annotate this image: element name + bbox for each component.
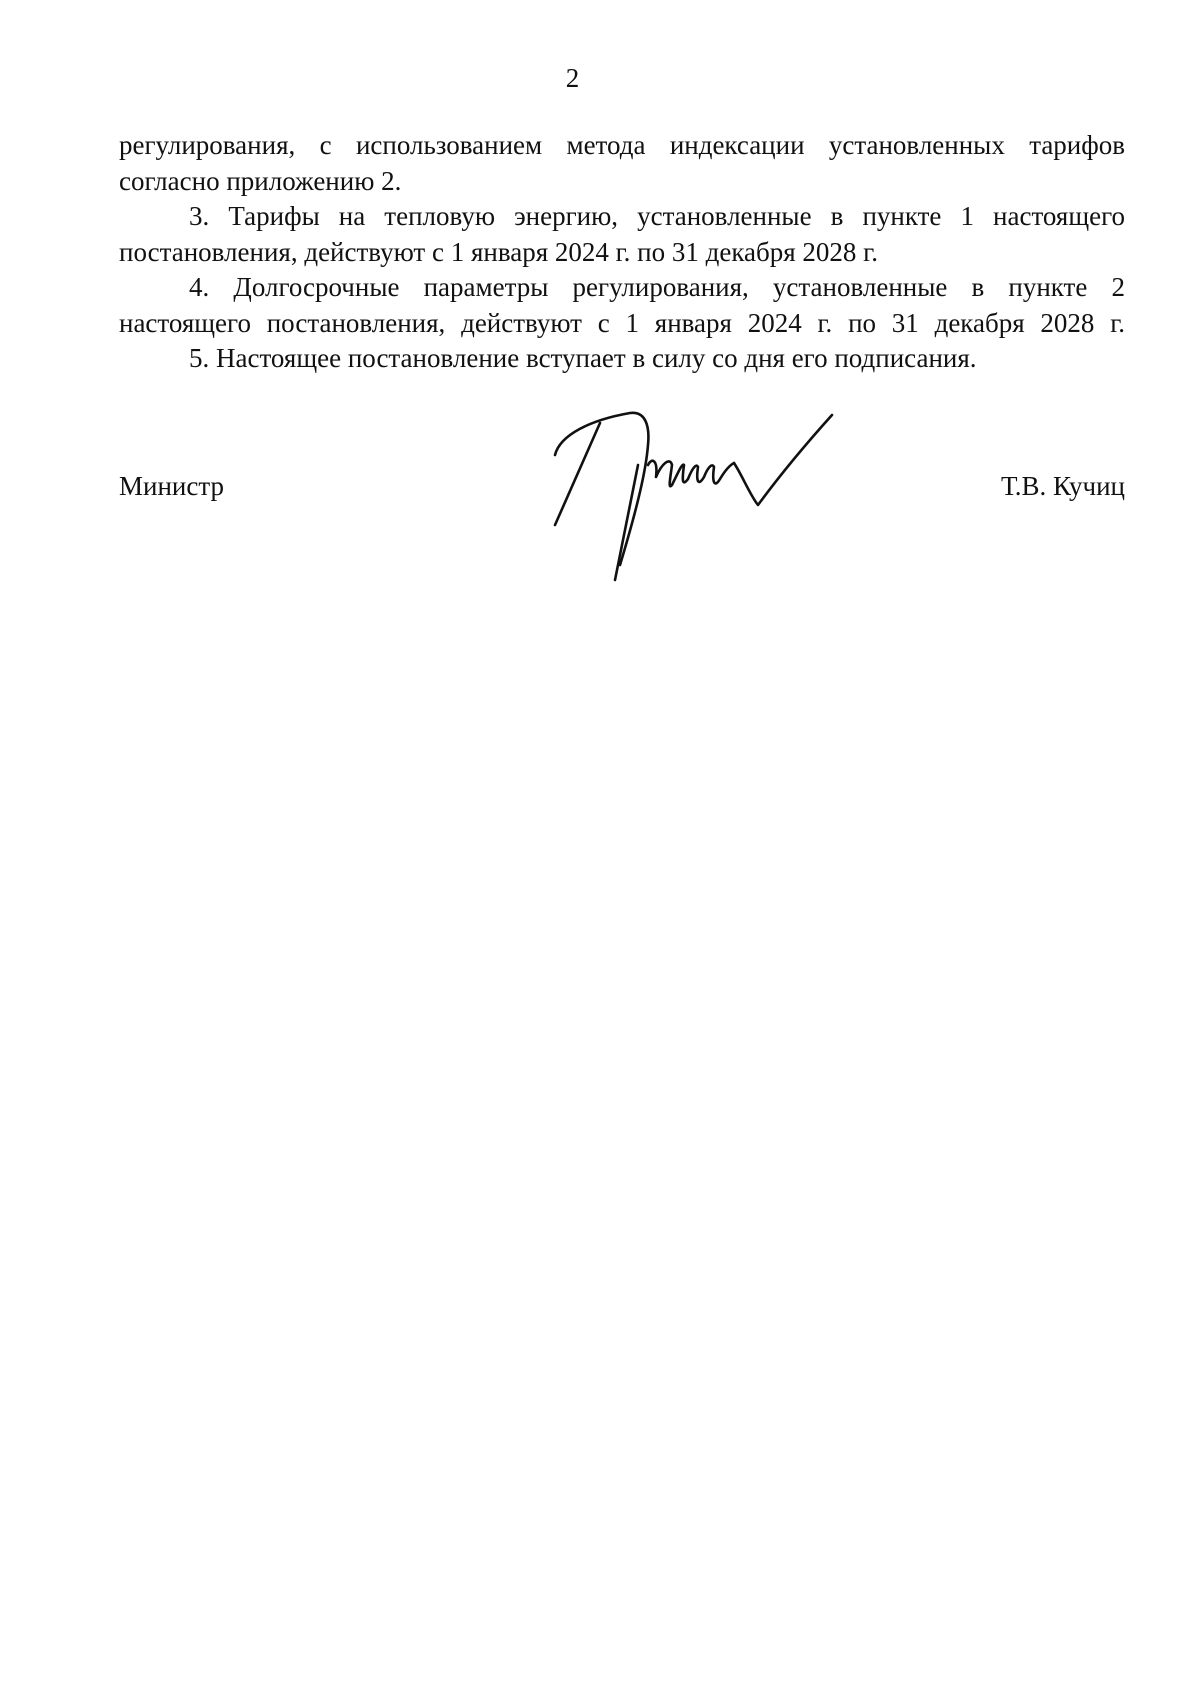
document-body <box>119 128 1125 377</box>
text-line: 4. Долгосрочные параметры регулирования, установленные в пункте 2 <box>189 272 1125 302</box>
signatory-name: Т.В. Кучиц <box>1000 471 1125 501</box>
text-line: 5. Настоящее постановление вступает в силу со дня его подписания. <box>189 343 977 373</box>
text-line: 3. Тарифы на тепловую энергию, установленные в пункте 1 настоящего <box>189 201 1125 231</box>
text-line: согласно приложению 2. <box>119 165 402 196</box>
signature-block <box>0 405 1200 585</box>
paragraph-item-3 <box>119 199 1125 270</box>
signatory-title: Министр <box>119 471 224 501</box>
paragraph-continuation <box>119 128 1125 199</box>
text-line: настоящего постановления, действуют с 1 января 2024 г. по 31 декабря 2028 г. <box>119 307 1125 338</box>
paragraph-item-5 <box>119 341 1125 377</box>
text-line: постановления, действуют с 1 января 2024 г. по 31 декабря 2028 г. <box>119 236 878 267</box>
handwritten-signature-icon <box>550 405 850 585</box>
text-line: регулирования, с использованием метода индексации установленных тарифов <box>119 130 1125 160</box>
page-number: 2 <box>565 63 580 93</box>
paragraph-item-4 <box>119 270 1125 341</box>
